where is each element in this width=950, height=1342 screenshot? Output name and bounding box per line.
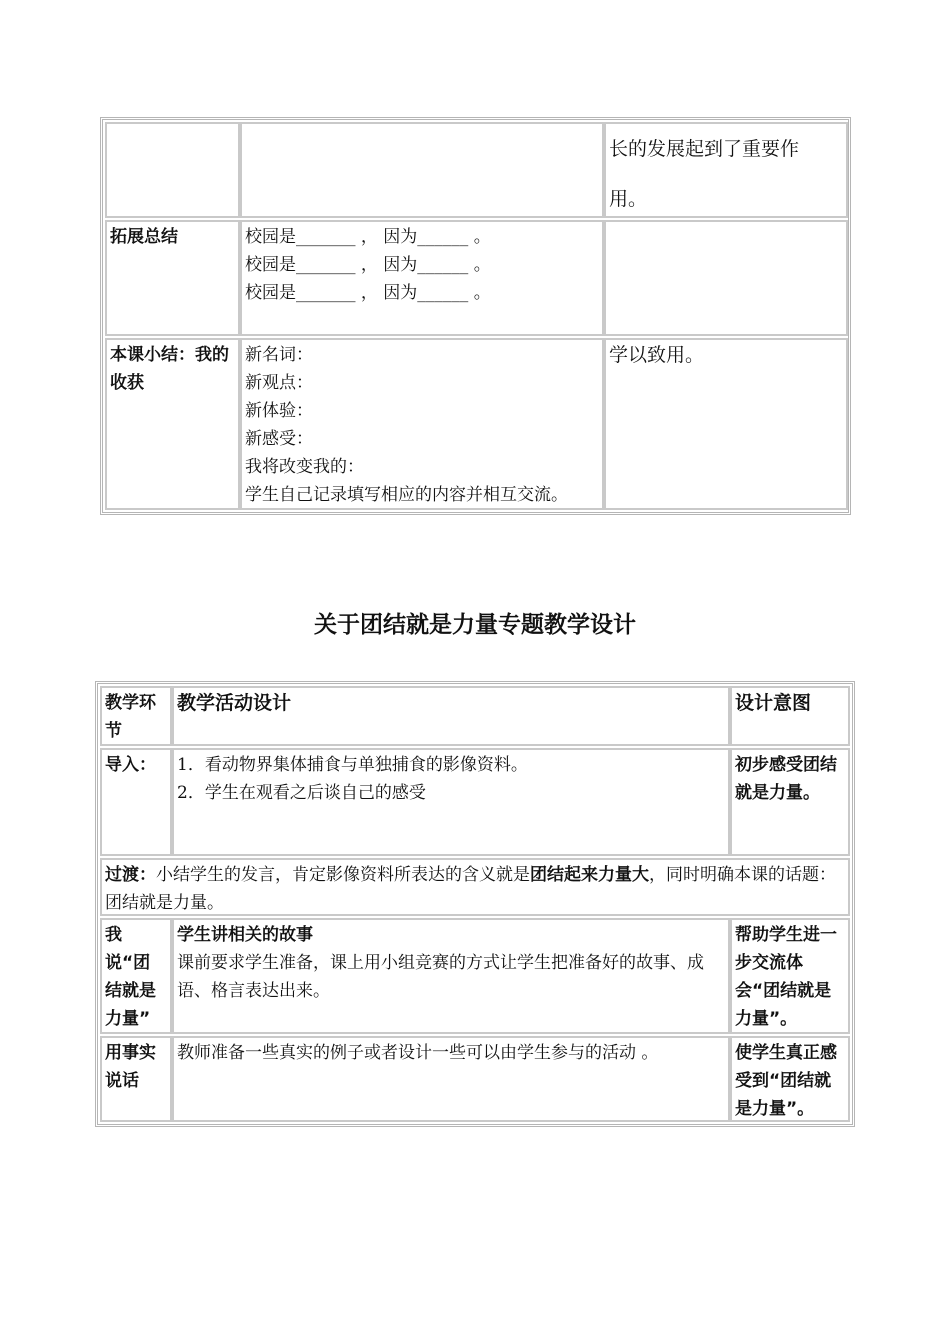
say-stage — [100, 918, 172, 1034]
lesson-plan-table — [95, 681, 855, 1127]
lesson-summary-content — [240, 338, 604, 510]
facts-stage-text: 用事实说话 — [105, 1043, 156, 1091]
summary-line: 新观点： — [245, 373, 313, 393]
facts-intent-text: 使学生真正感受到“团结就是力量”。 — [735, 1043, 837, 1119]
summary-line: 新名词： — [245, 345, 313, 365]
say-intent-text: 帮助学生进一步交流体会“团结就是力量”。 — [735, 925, 837, 1029]
intro-stage — [100, 748, 172, 856]
note-line: 长的发展起到了重要作 — [609, 138, 800, 160]
table1-row1-content-cell — [240, 122, 604, 218]
intro-step: 2．学生在观看之后谈自己的感受 — [177, 783, 426, 803]
table1-row1-label-cell — [105, 122, 240, 218]
say-text: 课前要求学生准备，课上用小组竞赛的方式让学生把准备好的故事、成语、格言表达出来。 — [177, 953, 704, 1001]
transition-label: 过渡： — [105, 865, 156, 885]
header-intent-text: 设计意图 — [735, 692, 812, 714]
summary-line: 学生自己记录填写相应的内容并相互交流。 — [245, 485, 568, 505]
header-activity — [172, 686, 730, 746]
header-intent — [730, 686, 850, 746]
facts-text: 教师准备一些真实的例子或者设计一些可以由学生参与的活动 。 — [177, 1043, 659, 1063]
summary-line: 新感受： — [245, 429, 313, 449]
expand-summary-label — [105, 220, 240, 336]
transition-text: ，同时明确本课的话题：团结就是力量。 — [105, 865, 836, 913]
intro-step: 1．看动物界集体捕食与单独捕食的影像资料。 — [177, 755, 528, 775]
facts-activity — [172, 1036, 730, 1122]
lesson-summary-note-text: 学以致用。 — [609, 344, 705, 366]
header-activity-text: 教学活动设计 — [177, 692, 292, 714]
header-stage-text: 教学环节 — [105, 693, 156, 741]
facts-stage — [100, 1036, 172, 1122]
header-stage — [100, 686, 172, 746]
summary-table — [100, 117, 851, 515]
summary-line: 我将改变我的： — [245, 457, 364, 477]
intro-intent-text: 初步感受团结就是力量。 — [735, 755, 837, 803]
intro-stage-text: 导入： — [105, 755, 156, 775]
fill-blank-line: 校园是_______ ， 因为______ 。 — [245, 255, 491, 275]
facts-intent — [730, 1036, 850, 1122]
transition-text: 小结学生的发言，肯定影像资料所表达的含义就是 — [156, 865, 530, 885]
intro-activity — [172, 748, 730, 856]
note-line: 用。 — [609, 188, 648, 210]
intro-intent — [730, 748, 850, 856]
lesson-summary-label — [105, 338, 240, 510]
expand-summary-content — [240, 220, 604, 336]
expand-summary-note — [604, 220, 848, 336]
say-activity — [172, 918, 730, 1034]
page-title: 关于团结就是力量专题教学设计 — [314, 612, 636, 638]
transition-row — [100, 858, 850, 916]
table1-row1-note-cell — [604, 122, 848, 218]
lesson-summary-label-text: 本课小结：我的收获 — [110, 345, 229, 393]
lesson-summary-note — [604, 338, 848, 510]
expand-summary-label-text: 拓展总结 — [110, 227, 178, 247]
say-intent — [730, 918, 850, 1034]
fill-blank-line: 校园是_______ ， 因为______ 。 — [245, 283, 491, 303]
fill-blank-line: 校园是_______ ， 因为______ 。 — [245, 227, 491, 247]
transition-emphasis: 团结起来力量大 — [530, 865, 649, 885]
say-stage-text: 我说“团结就是力量” — [105, 925, 156, 1029]
summary-line: 新体验： — [245, 401, 313, 421]
say-heading: 学生讲相关的故事 — [177, 925, 313, 945]
